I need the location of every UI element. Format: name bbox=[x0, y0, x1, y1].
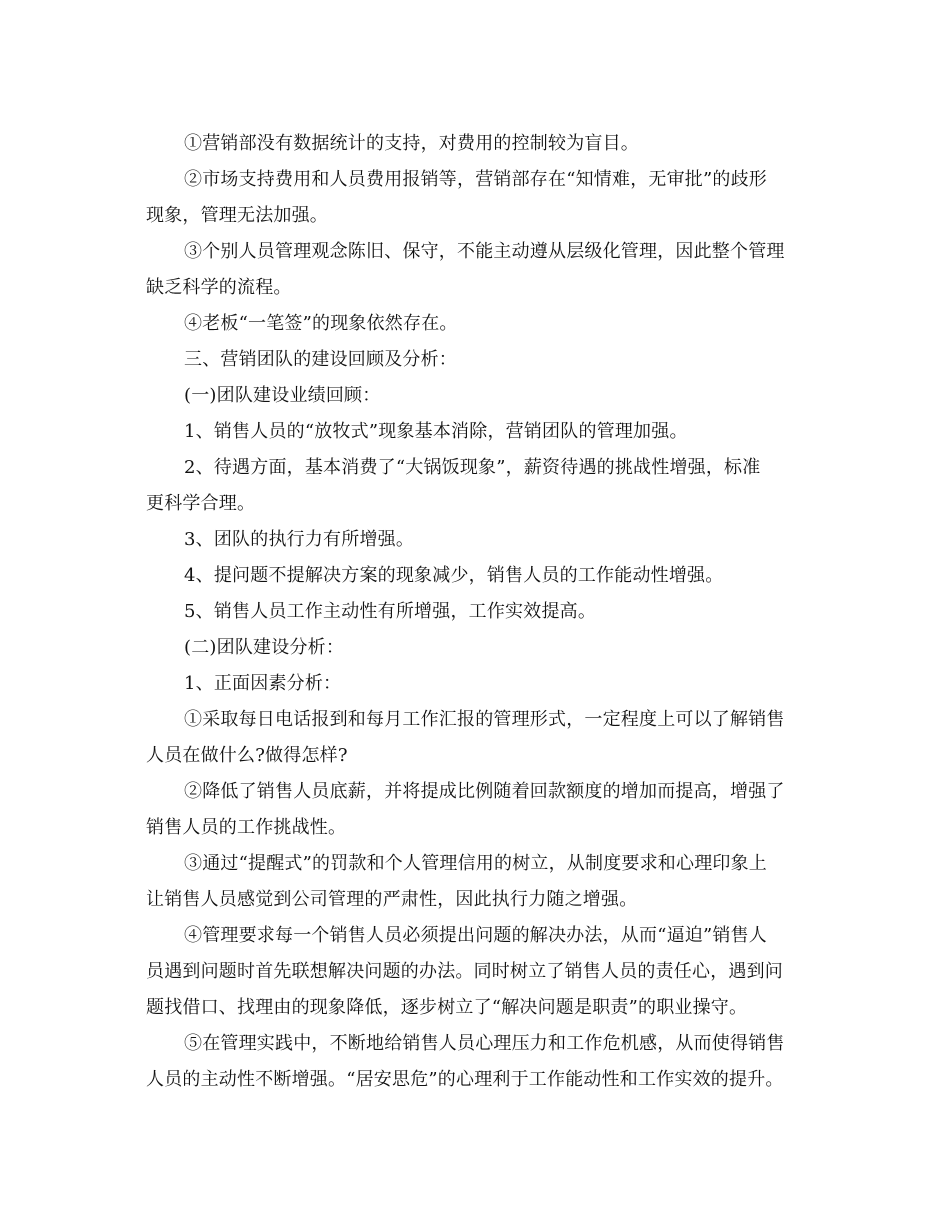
text-line: 让销售人员感觉到公司管理的严肃性，因此执行力随之增强。 bbox=[146, 889, 638, 910]
text-line: ④管理要求每一个销售人员必须提出问题的解决办法，从而“逼迫”销售人 bbox=[184, 925, 768, 946]
text-line: 更科学合理。 bbox=[146, 493, 256, 514]
section-heading bbox=[146, 342, 826, 378]
text-line: ②市场支持费用和人员费用报销等，营销部存在“知情难，无审批”的歧形 bbox=[184, 169, 768, 190]
text-line: 销售人员的工作挑战性。 bbox=[146, 817, 347, 838]
document-body bbox=[146, 126, 826, 1098]
text-line: ①采取每日电话报到和每月工作汇报的管理形式，一定程度上可以了解销售 bbox=[184, 709, 785, 730]
paragraph bbox=[146, 450, 826, 522]
text-line: 1、销售人员的“放牧式”现象基本消除，营销团队的管理加强。 bbox=[184, 421, 688, 442]
text-line: (一)团队建设业绩回顾： bbox=[184, 385, 381, 406]
paragraph bbox=[146, 306, 826, 342]
paragraph bbox=[146, 594, 826, 630]
paragraph bbox=[146, 126, 826, 162]
text-line: 5、销售人员工作主动性有所增强，工作实效提高。 bbox=[184, 601, 597, 622]
text-line: ②降低了销售人员底薪，并将提成比例随着回款额度的增加而提高，增强了 bbox=[184, 781, 785, 802]
paragraph bbox=[146, 558, 826, 594]
paragraph bbox=[146, 702, 826, 774]
text-line: 员遇到问题时首先联想解决问题的办法。同时树立了销售人员的责任心，遇到问 bbox=[146, 961, 783, 982]
text-line: 3、团队的执行力有所增强。 bbox=[184, 529, 415, 550]
subsection-heading bbox=[146, 378, 826, 414]
text-line: 缺乏科学的流程。 bbox=[146, 277, 292, 298]
text-line: 2、待遇方面，基本消费了“大锅饭现象”，薪资待遇的挑战性增强，标准 bbox=[184, 457, 761, 478]
text-line: 人员的主动性不断增强。“居安思危”的心理利于工作能动性和工作实效的提升。 bbox=[146, 1069, 784, 1090]
text-line: (二)团队建设分析： bbox=[184, 637, 345, 658]
text-line: 人员在做什么?做得怎样? bbox=[146, 745, 348, 766]
text-line: ③个别人员管理观念陈旧、保守，不能主动遵从层级化管理，因此整个管理 bbox=[184, 241, 785, 262]
paragraph bbox=[146, 414, 826, 450]
text-line: 题找借口、找理由的现象降低，逐步树立了“解决问题是职责”的职业操守。 bbox=[146, 997, 748, 1018]
text-line: ⑤在管理实践中，不断地给销售人员心理压力和工作危机感，从而使得销售 bbox=[184, 1033, 785, 1054]
text-line: 三、营销团队的建设回顾及分析： bbox=[184, 349, 457, 370]
paragraph bbox=[146, 918, 826, 1026]
text-line: 现象，管理无法加强。 bbox=[146, 205, 328, 226]
paragraph bbox=[146, 162, 826, 234]
paragraph bbox=[146, 846, 826, 918]
paragraph bbox=[146, 1026, 826, 1098]
text-line: 1、正面因素分析： bbox=[184, 673, 342, 694]
text-line: 4、提问题不提解决方案的现象减少，销售人员的工作能动性增强。 bbox=[184, 565, 724, 586]
text-line: ④老板“一笔签”的现象依然存在。 bbox=[184, 313, 458, 334]
paragraph bbox=[146, 234, 826, 306]
text-line: ③通过“提醒式”的罚款和个人管理信用的树立，从制度要求和心理印象上 bbox=[184, 853, 768, 874]
paragraph bbox=[146, 522, 826, 558]
paragraph bbox=[146, 774, 826, 846]
subsection-heading bbox=[146, 630, 826, 666]
text-line: ①营销部没有数据统计的支持，对费用的控制较为盲目。 bbox=[184, 133, 639, 154]
paragraph bbox=[146, 666, 826, 702]
